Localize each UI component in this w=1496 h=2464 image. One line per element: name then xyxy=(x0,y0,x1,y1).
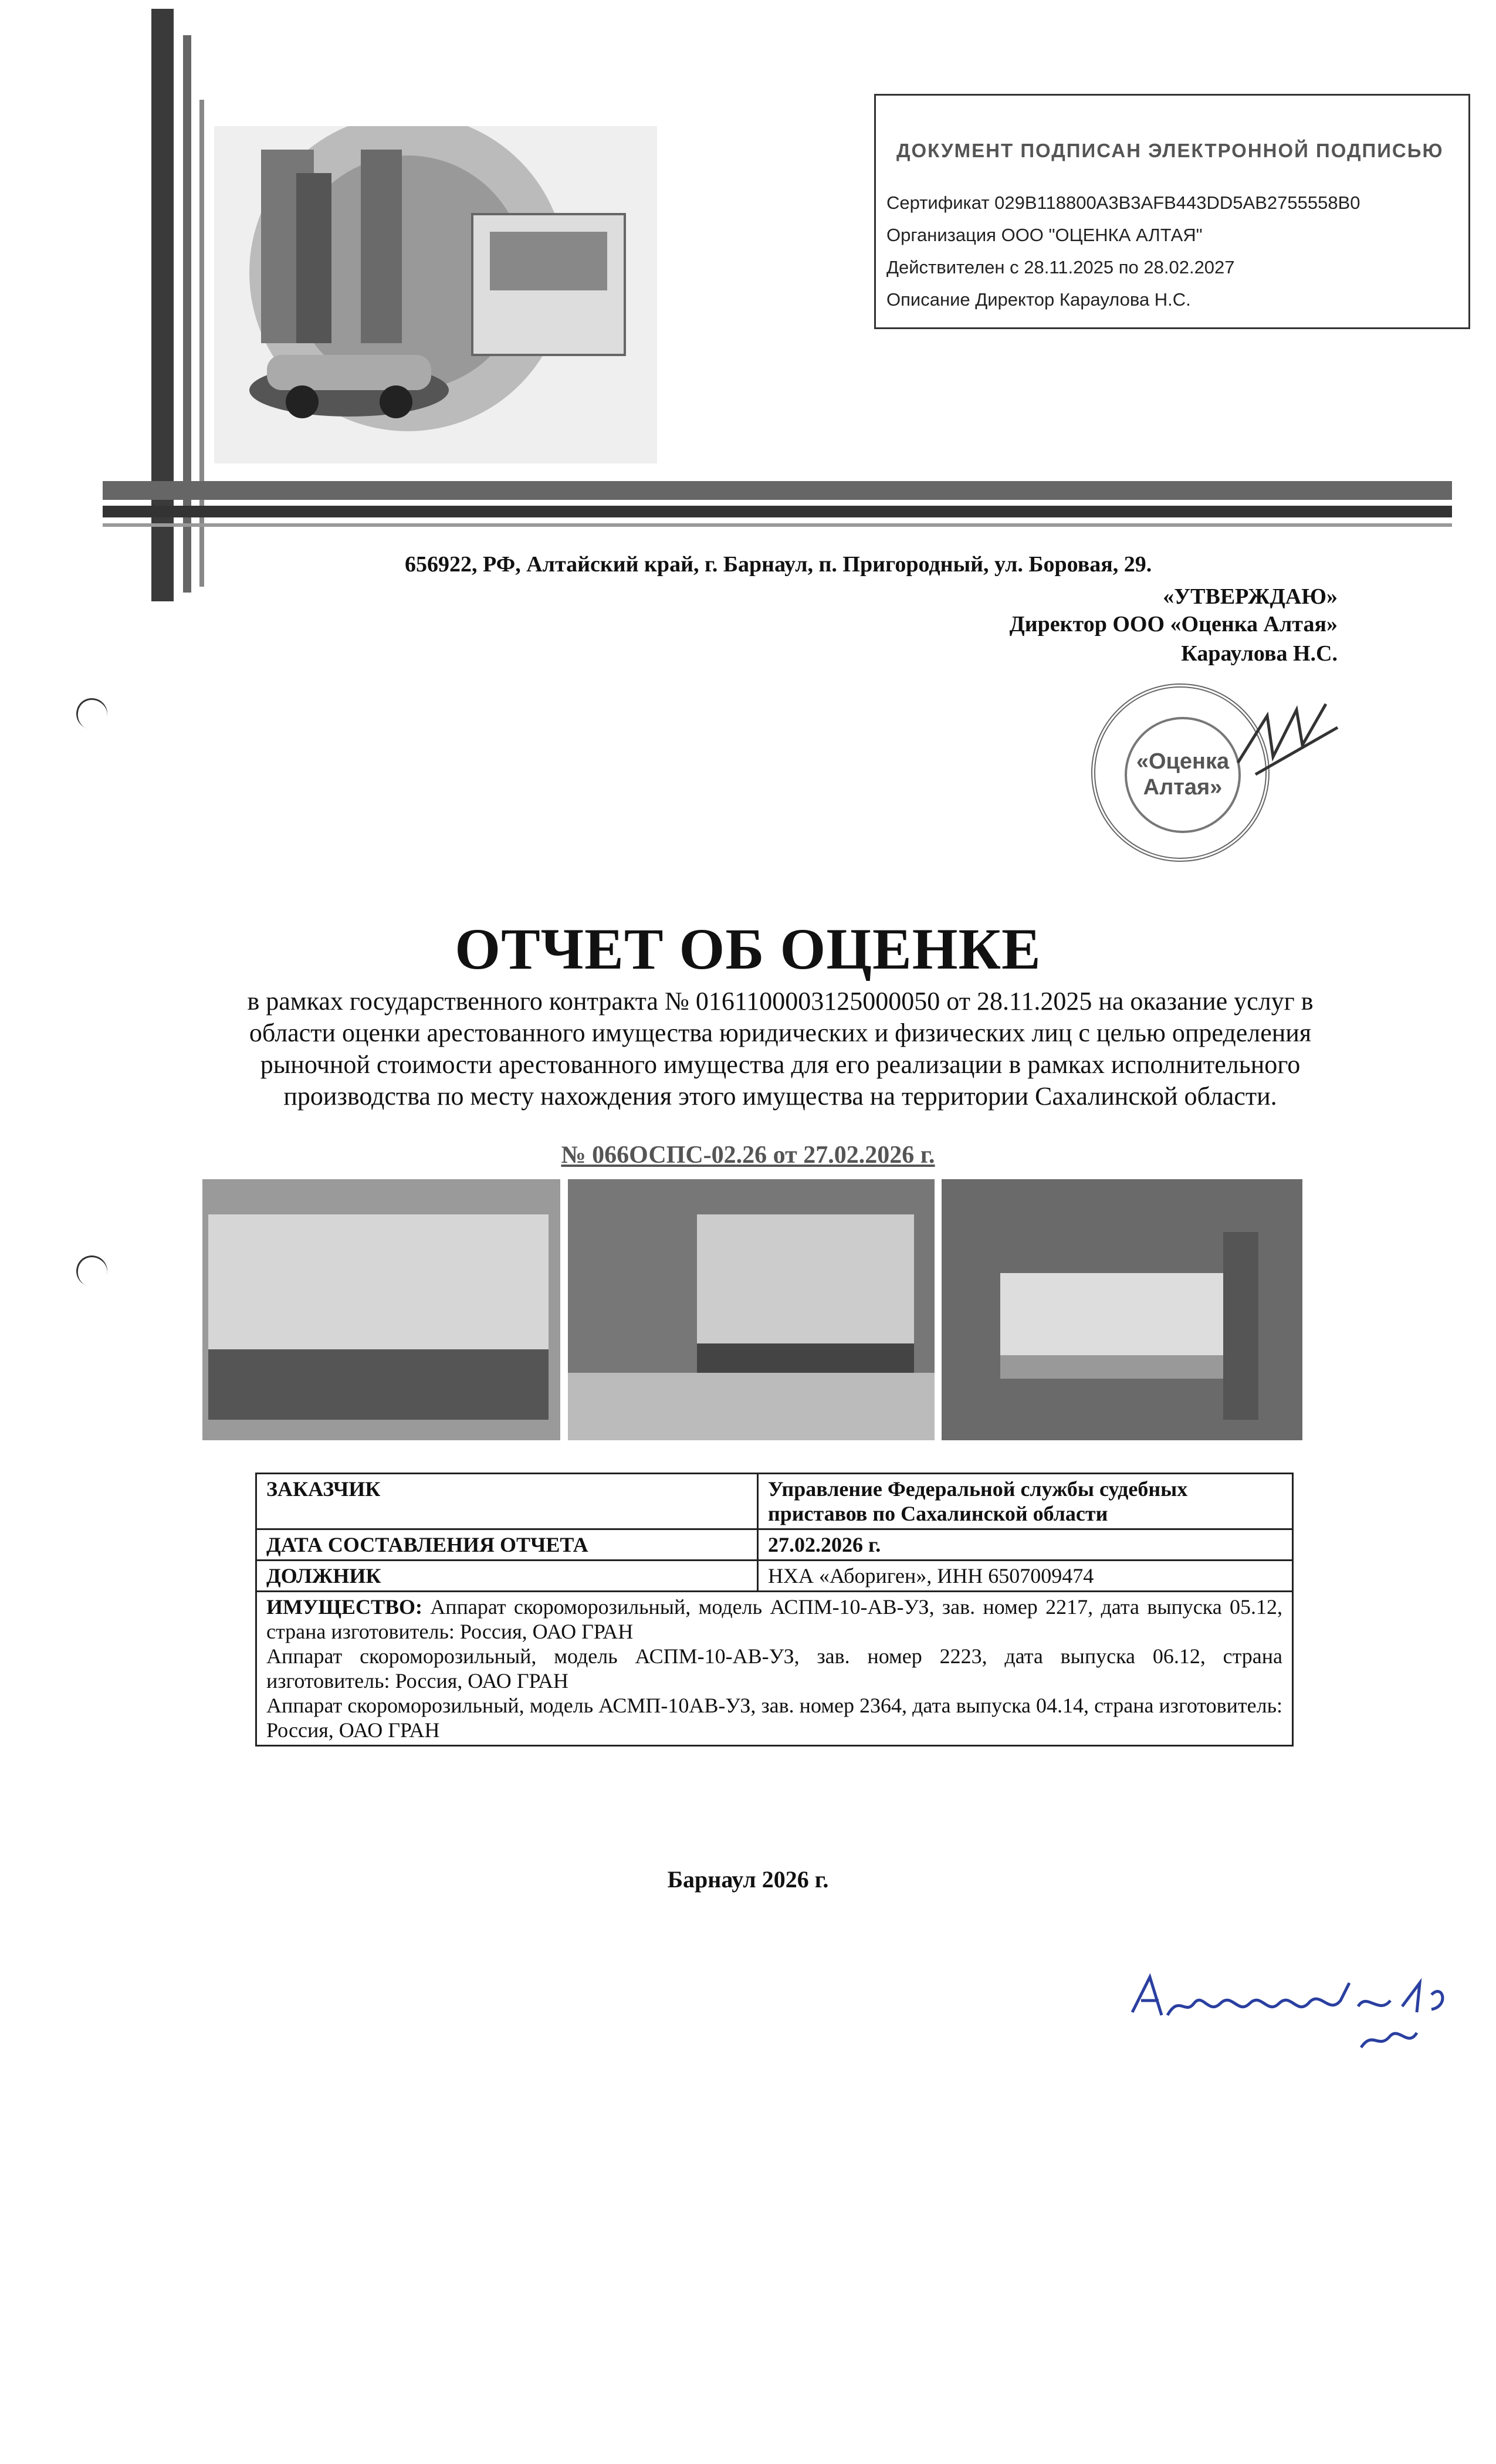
decor-bar-horizontal-2 xyxy=(103,506,1452,517)
report-subtitle: в рамках государственного контракта № 0161100003125000050 от 28.11.2025 на оказание услуг в области оценки арестованного имущества юридических и физических лиц с целью определения рыночной стоимости арестованного имущества для его реализации в рамках исполнительного производства по месту нахождения этого имущества на территории Сахалинской области. xyxy=(247,987,1314,1111)
electronic-signature-box xyxy=(874,94,1470,329)
header-logo-image xyxy=(214,126,657,463)
decor-bar-horizontal-1 xyxy=(103,481,1452,500)
property-item-3: Аппарат скороморозильный, модель АСМП-10АВ-УЗ, зав. номер 2364, дата выпуска 04.14, страна изготовитель: Россия, ОАО ГРАН xyxy=(266,1694,1282,1742)
signature-description: Описание Директор Караулова Н.С. xyxy=(886,289,1191,310)
handwritten-signature-name xyxy=(1126,1959,1455,2059)
signature-validity: Действителен с 28.11.2025 по 28.02.2027 xyxy=(886,257,1235,277)
company-address: 656922, РФ, Алтайский край, г. Барнаул, п. Пригородный, ул. Боровая, 29. xyxy=(405,552,1152,577)
equipment-photo-1 xyxy=(202,1179,560,1440)
approval-name: Караулова Н.С. xyxy=(1181,641,1338,666)
debtor-value: НХА «Абориген», ИНН 6507009474 xyxy=(758,1561,1293,1592)
handwritten-signature-director xyxy=(1232,692,1349,810)
property-label: ИМУЩЕСТВО: xyxy=(266,1595,422,1619)
property-item-1: Аппарат скороморозильный, модель АСПМ-10-АВ-УЗ, зав. номер 2217, дата выпуска 05.12, страна изготовитель: Россия, ОАО ГРАН xyxy=(266,1595,1283,1643)
equipment-photo-2 xyxy=(568,1179,935,1440)
debtor-label: ДОЛЖНИК xyxy=(256,1561,758,1592)
stamp-text-line2: Алтая» xyxy=(1143,775,1223,800)
approval-heading: «УТВЕРЖДАЮ» xyxy=(1163,584,1338,609)
report-title: ОТЧЕТ ОБ ОЦЕНКЕ xyxy=(455,916,1041,981)
decor-bar-horizontal-3 xyxy=(103,523,1452,527)
punch-hole-mark-2 xyxy=(73,1252,111,1290)
date-value: 27.02.2026 г. xyxy=(758,1529,1293,1561)
signature-organization: Организация ООО "ОЦЕНКА АЛТАЯ" xyxy=(886,225,1203,245)
property-item-2: Аппарат скороморозильный, модель АСПМ-10-АВ-УЗ, зав. номер 2223, дата выпуска 06.12, страна изготовитель: Россия, ОАО ГРАН xyxy=(266,1644,1282,1693)
property-cell xyxy=(256,1592,1293,1746)
approval-position: Директор ООО «Оценка Алтая» xyxy=(1009,612,1338,637)
equipment-photo-3 xyxy=(942,1179,1302,1440)
signature-title: ДОКУМЕНТ ПОДПИСАН ЭЛЕКТРОННОЙ ПОДПИСЬЮ xyxy=(896,140,1444,161)
stamp-text-line1: «Оценка xyxy=(1136,749,1230,774)
report-footer-city-year: Барнаул 2026 г. xyxy=(667,1866,829,1893)
report-info-table xyxy=(255,1473,1294,1747)
report-number: № 066ОСПС-02.26 от 27.02.2026 г. xyxy=(561,1142,935,1169)
customer-value: Управление Федеральной службы судебных приставов по Сахалинской области xyxy=(758,1474,1293,1529)
signature-certificate: Сертификат 029B118800A3B3AFB443DD5AB2755558B0 xyxy=(886,192,1360,213)
customer-label: ЗАКАЗЧИК xyxy=(256,1474,758,1529)
date-label: ДАТА СОСТАВЛЕНИЯ ОТЧЕТА xyxy=(256,1529,758,1561)
punch-hole-mark-1 xyxy=(73,695,111,733)
